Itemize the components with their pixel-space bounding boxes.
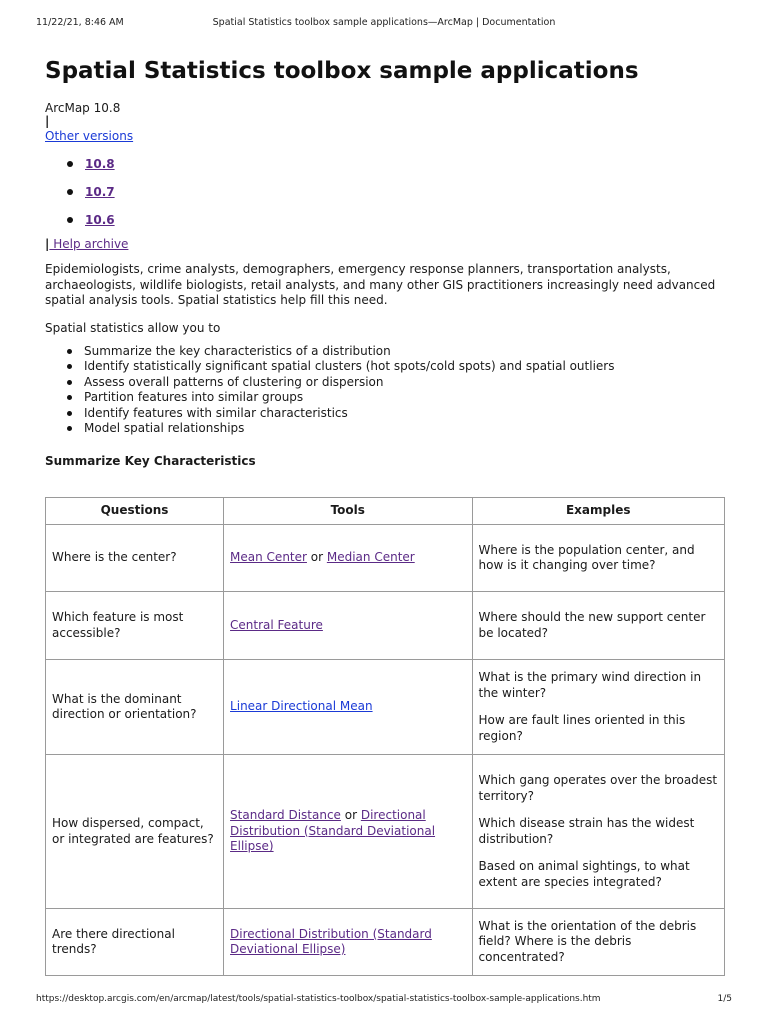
main-content [45, 52, 725, 469]
version-link-10-7[interactable]: 10.7 [85, 185, 115, 199]
examples-cell [472, 755, 725, 909]
column-header-questions: Questions [46, 498, 224, 525]
print-page-title: Spatial Statistics toolbox sample applications—ArcMap | Documentation [212, 17, 556, 28]
print-footer [36, 994, 732, 1008]
list-item: Identify statistically significant spatial clusters (hot spots/cold spots) and spatial outliers [45, 359, 725, 375]
example-text: What is the orientation of the debris field? Where is the debris concentrated? [478, 918, 697, 964]
section-heading: Summarize Key Characteristics [45, 453, 256, 468]
help-archive-separator: | [45, 237, 50, 251]
median-center-link[interactable]: Median Center [326, 550, 415, 565]
mean-center-link[interactable]: Mean Center [230, 550, 307, 565]
tools-joiner: or [306, 550, 327, 565]
column-header-examples: Examples [472, 498, 725, 525]
version-item [45, 178, 725, 206]
column-header-tools: Tools [224, 498, 472, 525]
print-header [36, 17, 732, 31]
version-separator: | [45, 114, 50, 128]
example-text: Which disease strain has the widest distribution? [478, 816, 695, 846]
list-item: Assess overall patterns of clustering or dispersion [45, 375, 725, 391]
linear-directional-mean-link[interactable]: Linear Directional Mean [230, 699, 373, 714]
other-versions-link[interactable]: Other versions [45, 129, 134, 143]
table-row [46, 909, 725, 976]
tools-cell [224, 592, 472, 660]
question-cell: Where is the center? [46, 525, 224, 592]
tools-cell [224, 909, 472, 976]
list-item: Identify features with similar characteristics [45, 406, 725, 422]
tools-joiner: or [340, 808, 361, 823]
examples-cell [472, 909, 725, 976]
intro-paragraph: Epidemiologists, crime analysts, demographers, emergency response planners, transportation analysts, archaeologists, wildlife biologists, retail analysts, and many other GIS practitioners increasingly need advanced spatial analysis tools. Spatial statistics help fill this need. [45, 262, 716, 307]
example-text: Where should the new support center be located? [478, 610, 706, 640]
table-row [46, 525, 725, 592]
table-row [46, 755, 725, 909]
question-cell: Which feature is most accessible? [46, 592, 224, 660]
examples-cell [472, 525, 725, 592]
list-item: Partition features into similar groups [45, 390, 725, 406]
page-title: Spatial Statistics toolbox sample applications [45, 58, 639, 84]
product-name: ArcMap [45, 101, 90, 115]
question-cell: What is the dominant direction or orientation? [46, 660, 224, 755]
version-item [45, 206, 725, 234]
table-row [46, 660, 725, 755]
allow-paragraph: Spatial statistics allow you to [45, 320, 221, 335]
version-label [45, 100, 725, 116]
capabilities-list [45, 344, 725, 437]
question-cell: Are there directional trends? [46, 909, 224, 976]
table-header-row [46, 498, 725, 525]
example-text: Based on animal sightings, to what extent are species integrated? [478, 859, 690, 889]
example-text: Where is the population center, and how is it changing over time? [478, 542, 695, 572]
list-item: Model spatial relationships [45, 421, 725, 437]
tools-table [45, 497, 725, 976]
directional-distribution-link[interactable]: Directional Distribution (Standard Deviational Ellipse) [230, 808, 436, 854]
question-cell: How dispersed, compact, or integrated are features? [46, 755, 224, 909]
version-number: 10.8 [93, 101, 121, 115]
tools-cell [224, 755, 472, 909]
version-link-10-8[interactable]: 10.8 [85, 157, 115, 171]
table-row [46, 592, 725, 660]
list-item: Summarize the key characteristics of a distribution [45, 344, 725, 360]
example-text: What is the primary wind direction in the winter? [478, 670, 702, 700]
examples-cell [472, 660, 725, 755]
directional-distribution-link[interactable]: Directional Distribution (Standard Deviational Ellipse) [230, 926, 432, 956]
page-number: 1/5 [717, 994, 732, 1004]
help-archive-row [45, 236, 725, 252]
version-link-10-6[interactable]: 10.6 [85, 213, 115, 227]
print-date: 11/22/21, 8:46 AM [36, 17, 124, 28]
version-list [45, 150, 725, 234]
standard-distance-link[interactable]: Standard Distance [230, 808, 341, 823]
version-item [45, 150, 725, 178]
central-feature-link[interactable]: Central Feature [230, 617, 323, 632]
tools-cell [224, 660, 472, 755]
print-url: https://desktop.arcgis.com/en/arcmap/latest/tools/spatial-statistics-toolbox/spatial-statistics-toolbox-sample-applications.htm [36, 994, 601, 1004]
example-text: How are fault lines oriented in this region? [478, 713, 686, 743]
tools-cell [224, 525, 472, 592]
example-text: Which gang operates over the broadest territory? [478, 773, 718, 803]
help-archive-link[interactable]: Help archive [49, 237, 129, 251]
examples-cell [472, 592, 725, 660]
